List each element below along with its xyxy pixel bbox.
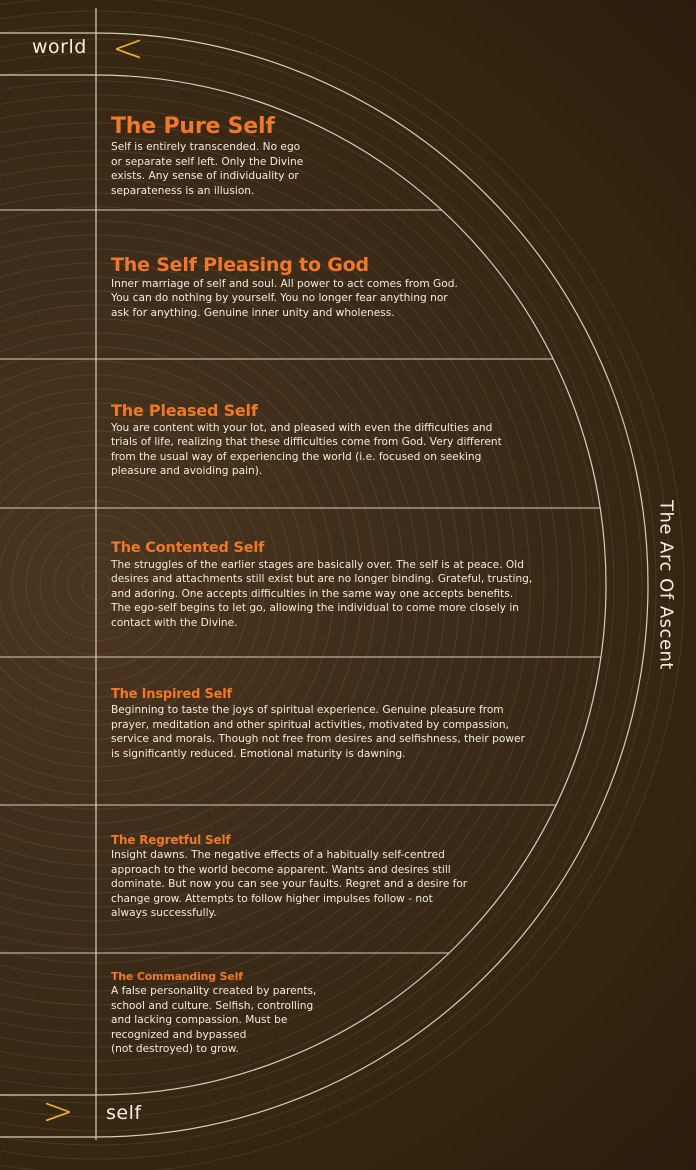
stage-description xyxy=(111,421,541,479)
stage-commanding-self xyxy=(111,971,351,1057)
desc-line: contact with the Divine. xyxy=(111,616,238,629)
stage-description xyxy=(111,558,571,631)
stage-title: The Pure Self xyxy=(111,114,275,139)
arc-title: The Arc Of Ascent xyxy=(655,500,677,670)
desc-line: and lacking compassion. Must be xyxy=(111,1014,288,1027)
desc-line: Insight dawns. The negative effects of a habitually self-centred xyxy=(111,849,445,862)
desc-line: always successfully. xyxy=(111,907,217,920)
stage-title: The Contented Self xyxy=(111,540,265,556)
stage-regretful-self xyxy=(111,834,531,921)
desc-line: (not destroyed) to grow. xyxy=(111,1043,239,1056)
stage-self-pleasing-to-god xyxy=(111,255,521,320)
desc-line: is significantly reduced. Emotional maturity is dawning. xyxy=(111,747,406,760)
desc-line: separateness is an illusion. xyxy=(111,184,255,197)
desc-line: Self is entirely transcended. No ego xyxy=(111,141,301,154)
desc-line: ask for anything. Genuine inner unity and wholeness. xyxy=(111,306,395,319)
desc-line: from the usual way of experiencing the world (i.e. focused on seeking xyxy=(111,450,482,463)
desc-line: recognized and bypassed xyxy=(111,1028,247,1041)
stage-description xyxy=(111,277,521,321)
stage-title: The Self Pleasing to God xyxy=(111,254,369,276)
desc-line: and adoring. One accepts difficulties in the same way one accepts benefits. xyxy=(111,587,514,600)
desc-line: trials of life, realizing that these difficulties come from God. Very different xyxy=(111,436,502,449)
desc-line: Inner marriage of self and soul. All power to act comes from God. xyxy=(111,277,458,290)
stage-contented-self xyxy=(111,541,571,630)
stage-title: The Inspired Self xyxy=(111,687,233,702)
stage-description xyxy=(111,703,551,761)
desc-line: exists. Any sense of individuality or xyxy=(111,170,299,183)
stage-title: The Pleased Self xyxy=(111,401,258,420)
self-label: self xyxy=(106,1102,142,1124)
stage-description xyxy=(111,984,351,1057)
desc-line: service and morals. Though not free from desires and selfishness, their power xyxy=(111,733,525,746)
desc-line: prayer, meditation and other spiritual activities, motivated by compassion, xyxy=(111,718,509,731)
desc-line: The struggles of the earlier stages are basically over. The self is at peace. Old xyxy=(111,558,524,571)
chevron-right-icon: > xyxy=(42,1089,74,1133)
stage-description xyxy=(111,848,531,921)
desc-line: school and culture. Selfish, controlling xyxy=(111,999,314,1012)
stage-pure-self xyxy=(111,115,346,198)
stage-pleased-self xyxy=(111,402,541,479)
desc-line: You are content with your lot, and pleased with even the difficulties and xyxy=(111,421,493,434)
desc-line: dominate. But now you can see your faults. Regret and a desire for xyxy=(111,878,468,891)
stage-description xyxy=(111,140,346,198)
desc-line: or separate self left. Only the Divine xyxy=(111,155,304,168)
stage-title: The Regretful Self xyxy=(111,833,231,847)
stage-title: The Commanding Self xyxy=(111,970,243,983)
desc-line: change grow. Attempts to follow higher impulses follow - not xyxy=(111,892,433,905)
world-label: world xyxy=(32,36,87,58)
desc-line: pleasure and avoiding pain). xyxy=(111,465,263,478)
desc-line: The ego-self begins to let go, allowing the individual to come more closely in xyxy=(111,602,519,615)
desc-line: A false personality created by parents, xyxy=(111,985,317,998)
desc-line: You can do nothing by yourself. You no longer fear anything nor xyxy=(111,292,448,305)
chevron-left-icon: < xyxy=(112,26,144,70)
stage-inspired-self xyxy=(111,688,551,761)
desc-line: desires and attachments still exist but are no longer binding. Grateful, trusting, xyxy=(111,573,533,586)
desc-line: Beginning to taste the joys of spiritual experience. Genuine pleasure from xyxy=(111,704,504,717)
desc-line: approach to the world become apparent. Wants and desires still xyxy=(111,863,451,876)
